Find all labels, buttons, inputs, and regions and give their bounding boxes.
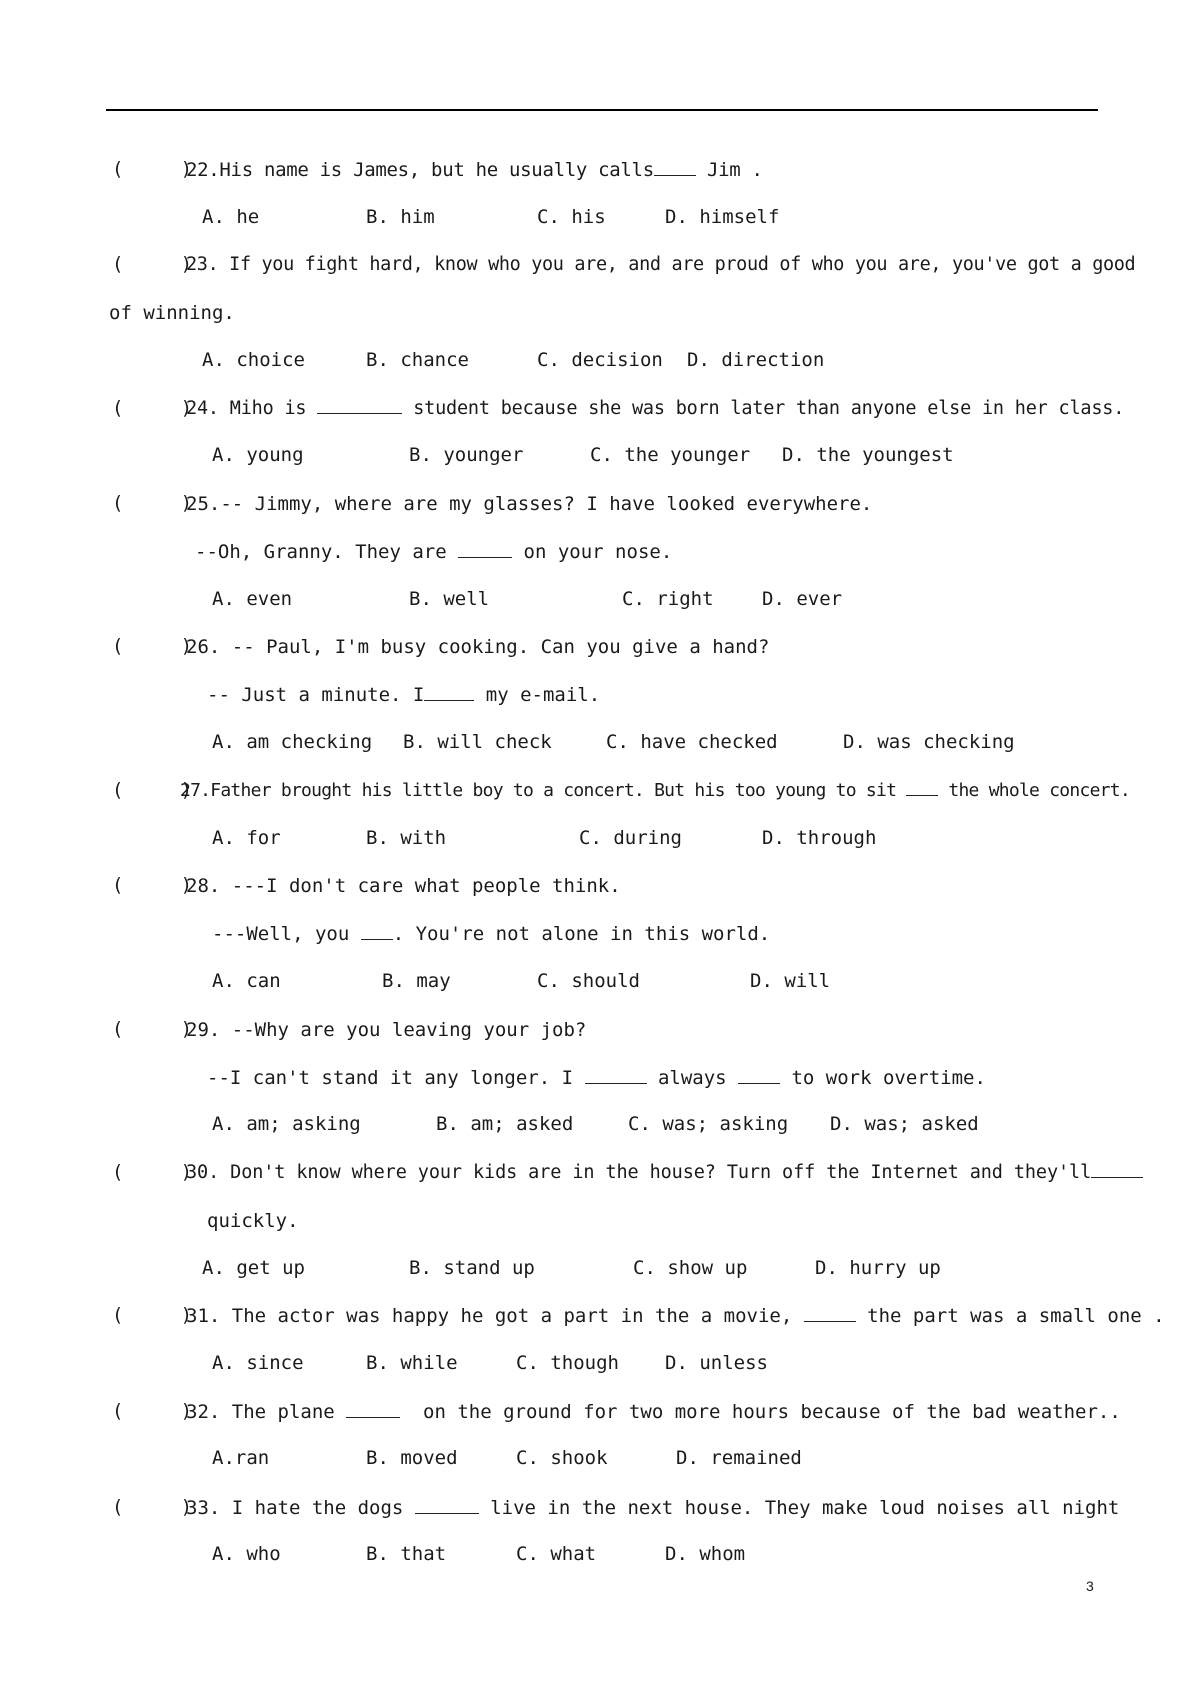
option[interactable]: C. the younger (590, 444, 751, 466)
option[interactable]: A. even (212, 588, 293, 610)
question-23-continuation: of winning. (109, 302, 235, 324)
option[interactable]: C. though (516, 1352, 619, 1374)
option[interactable]: B. him (366, 206, 435, 228)
question-28-stem: 28. ---I don't care what people think. (186, 875, 621, 897)
option[interactable]: C. decision (537, 349, 663, 371)
page-number: 3 (1086, 1578, 1094, 1594)
option[interactable]: B. chance (366, 349, 469, 371)
option[interactable]: A.ran (212, 1447, 270, 1469)
question-28-continuation: ---Well, you . You're not alone in this world. (212, 923, 771, 945)
option[interactable]: D. whom (665, 1543, 746, 1565)
answer-paren[interactable]: ( ) (112, 397, 193, 419)
option[interactable]: A. he (202, 206, 260, 228)
option[interactable]: C. during (579, 827, 682, 849)
option[interactable]: B. will check (403, 731, 552, 753)
question-30-stem: 30. Don't know where your kids are in the house? Turn off the Internet and they'll (186, 1161, 1143, 1185)
option[interactable]: A. since (212, 1352, 304, 1374)
option[interactable]: D. direction (687, 349, 825, 371)
option[interactable]: B. with (366, 827, 447, 849)
option[interactable]: D. hurry up (815, 1257, 941, 1279)
answer-paren[interactable]: ( ) (112, 1496, 193, 1518)
option[interactable]: B. may (382, 970, 451, 992)
option[interactable]: A. who (212, 1543, 281, 1565)
question-31-stem: 31. The actor was happy he got a part in the a movie, the part was a small one . (186, 1305, 1165, 1327)
question-30-continuation: quickly. (207, 1210, 299, 1232)
option[interactable]: D. through (762, 827, 877, 849)
option[interactable]: D. will (750, 970, 831, 992)
option[interactable]: B. while (366, 1352, 458, 1374)
question-26-stem: 26. -- Paul, I'm busy cooking. Can you give a hand? (186, 636, 770, 658)
answer-paren[interactable]: ( ) (112, 635, 193, 657)
question-26-continuation: -- Just a minute. I my e-mail. (207, 684, 601, 706)
question-22-stem: 22.His name is James, but he usually calls Jim . (186, 159, 763, 181)
option[interactable]: C. what (516, 1543, 597, 1565)
question-25-stem: 25.-- Jimmy, where are my glasses? I have looked everywhere. (186, 493, 873, 515)
answer-paren[interactable]: ( ) (112, 1304, 193, 1326)
question-25-continuation: --Oh, Granny. They are on your nose. (195, 541, 673, 563)
option[interactable]: B. well (409, 588, 490, 610)
answer-paren[interactable]: ( ) (112, 158, 193, 180)
option[interactable]: A. am; asking (212, 1113, 361, 1135)
answer-paren[interactable]: ( ) (112, 1018, 193, 1040)
option[interactable]: B. am; asked (436, 1113, 574, 1135)
option[interactable]: C. have checked (606, 731, 778, 753)
option[interactable]: A. can (212, 970, 281, 992)
option[interactable]: D. remained (676, 1447, 802, 1469)
question-27-stem: 27.Father brought his little boy to a concert. But his too young to sit the whole concert. (180, 780, 1130, 801)
option[interactable]: C. shook (516, 1447, 608, 1469)
header-rule (106, 109, 1098, 111)
option[interactable]: B. younger (409, 444, 524, 466)
option[interactable]: A. for (212, 827, 281, 849)
option[interactable]: C. right (622, 588, 714, 610)
option[interactable]: D. was checking (843, 731, 1015, 753)
question-29-continuation: --I can't stand it any longer. I always to work overtime. (207, 1067, 986, 1089)
answer-paren[interactable]: ( ) (112, 779, 193, 801)
option[interactable]: D. the youngest (782, 444, 954, 466)
option[interactable]: A. young (212, 444, 304, 466)
question-33-stem: 33. I hate the dogs live in the next house. They make loud noises all night (186, 1497, 1120, 1519)
question-24-stem: 24. Miho is student because she was born later than anyone else in her class. (186, 398, 1125, 419)
option[interactable]: D. unless (665, 1352, 768, 1374)
answer-paren[interactable]: ( ) (112, 253, 193, 275)
option[interactable]: C. was; asking (628, 1113, 789, 1135)
option[interactable]: A. get up (202, 1257, 305, 1279)
answer-paren[interactable]: ( ) (112, 1161, 193, 1183)
option[interactable]: D. himself (665, 206, 780, 228)
answer-paren[interactable]: ( ) (112, 874, 193, 896)
option[interactable]: D. ever (762, 588, 843, 610)
option[interactable]: A. choice (202, 349, 305, 371)
option[interactable]: B. that (366, 1543, 447, 1565)
option[interactable]: C. show up (633, 1257, 748, 1279)
option[interactable]: C. his (537, 206, 606, 228)
question-32-stem: 32. The plane on the ground for two more hours because of the bad weather.. (186, 1401, 1121, 1423)
answer-paren[interactable]: ( ) (112, 1400, 193, 1422)
answer-paren[interactable]: ( ) (112, 492, 193, 514)
option[interactable]: C. should (537, 970, 640, 992)
option[interactable]: B. moved (366, 1447, 458, 1469)
option[interactable]: A. am checking (212, 731, 373, 753)
question-29-stem: 29. --Why are you leaving your job? (186, 1019, 587, 1041)
question-23-stem: 23. If you fight hard, know who you are, and are proud of who you are, you've got a good (186, 254, 1136, 275)
option[interactable]: D. was; asked (830, 1113, 979, 1135)
option[interactable]: B. stand up (409, 1257, 535, 1279)
